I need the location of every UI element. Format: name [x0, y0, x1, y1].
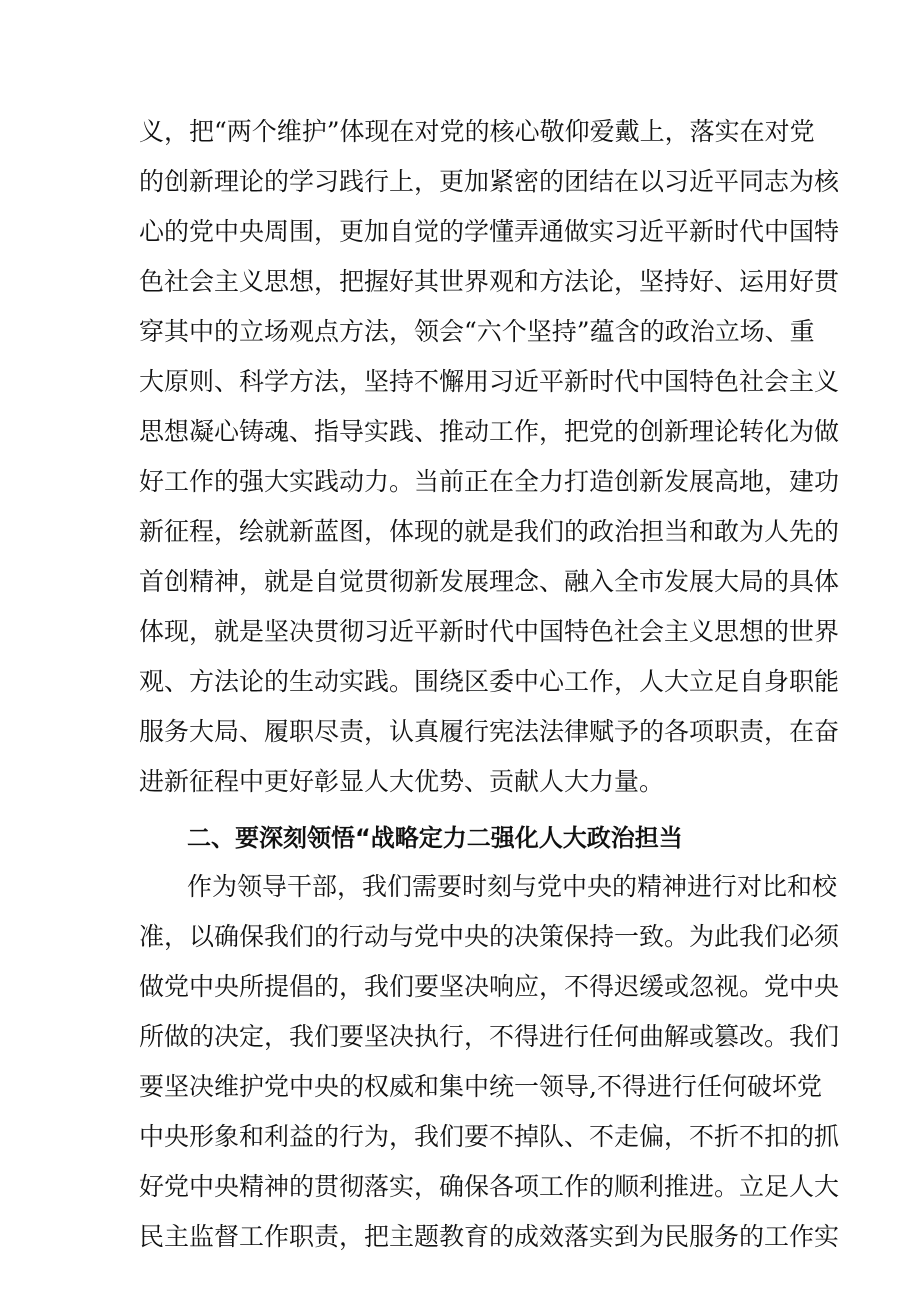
paragraph-1-line-12: 观、方法论的生动实践。围绕区委中心工作，人大立足自身职能: [139, 667, 840, 696]
paragraph-2-line-4: 所做的决定，我们要坚决执行，不得进行任何曲解或篡改。我们: [139, 1022, 840, 1051]
paragraph-2-line-7: 好党中央精神的贯彻落实，确保各项工作的顺利推进。立足人大: [139, 1172, 840, 1201]
paragraph-1-line-1: 义，把“两个维护”体现在对党的核心敬仰爱戴上，落实在对党: [139, 117, 815, 146]
paragraph-1-line-2: 的创新理论的学习践行上，更加紧密的团结在以习近平同志为核: [139, 167, 840, 196]
paragraph-1-line-9: 新征程，绘就新蓝图，体现的就是我们的政治担当和敢为人先的: [139, 517, 840, 546]
paragraph-1-line-14: 进新征程中更好彰显人大优势、贡献人大力量。: [139, 767, 665, 796]
paragraph-1-line-10: 首创精神，就是自觉贯彻新发展理念、融入全市发展大局的具体: [139, 567, 840, 596]
paragraph-1-line-4: 色社会主义思想，把握好其世界观和方法论，坚持好、运用好贯: [139, 267, 840, 296]
paragraph-1-line-11: 体现，就是坚决贯彻习近平新时代中国特色社会主义思想的世界: [139, 617, 840, 646]
paragraph-2-line-5: 要坚决维护党中央的权威和集中统一领导,不得进行任何破坏党: [139, 1072, 822, 1101]
paragraph-2-line-3: 做党中央所提倡的，我们要坚决响应，不得迟缓或忽视。党中央: [139, 972, 840, 1001]
paragraph-1-line-6: 大原则、科学方法，坚持不懈用习近平新时代中国特色社会主义: [139, 367, 840, 396]
paragraph-2-line-2: 准，以确保我们的行动与党中央的决策保持一致。为此我们必须: [139, 922, 840, 951]
paragraph-1-line-3: 心的党中央周围，更加自觉的学懂弄通做实习近平新时代中国特: [139, 217, 840, 246]
paragraph-1-line-5: 穿其中的立场观点方法，领会“六个坚持”蕴含的政治立场、重: [139, 317, 815, 346]
paragraph-2-line-6: 中央形象和利益的行为，我们要不掉队、不走偏，不折不扣的抓: [139, 1122, 840, 1151]
paragraph-1-line-7: 思想凝心铸魂、指导实践、推动工作，把党的创新理论转化为做: [139, 417, 840, 446]
paragraph-2-line-1: 作为领导干部，我们需要时刻与党中央的精神进行对比和校: [187, 872, 838, 901]
section-heading: 二、要深刻领悟“战略定力二强化人大政治担当: [187, 824, 683, 852]
paragraph-1-line-13: 服务大局、履职尽责，认真履行宪法法律赋予的各项职责，在奋: [139, 717, 840, 746]
paragraph-2-line-8: 民主监督工作职责，把主题教育的成效落实到为民服务的工作实: [139, 1222, 840, 1251]
paragraph-1-line-8: 好工作的强大实践动力。当前正在全力打造创新发展高地，建功: [139, 467, 840, 496]
